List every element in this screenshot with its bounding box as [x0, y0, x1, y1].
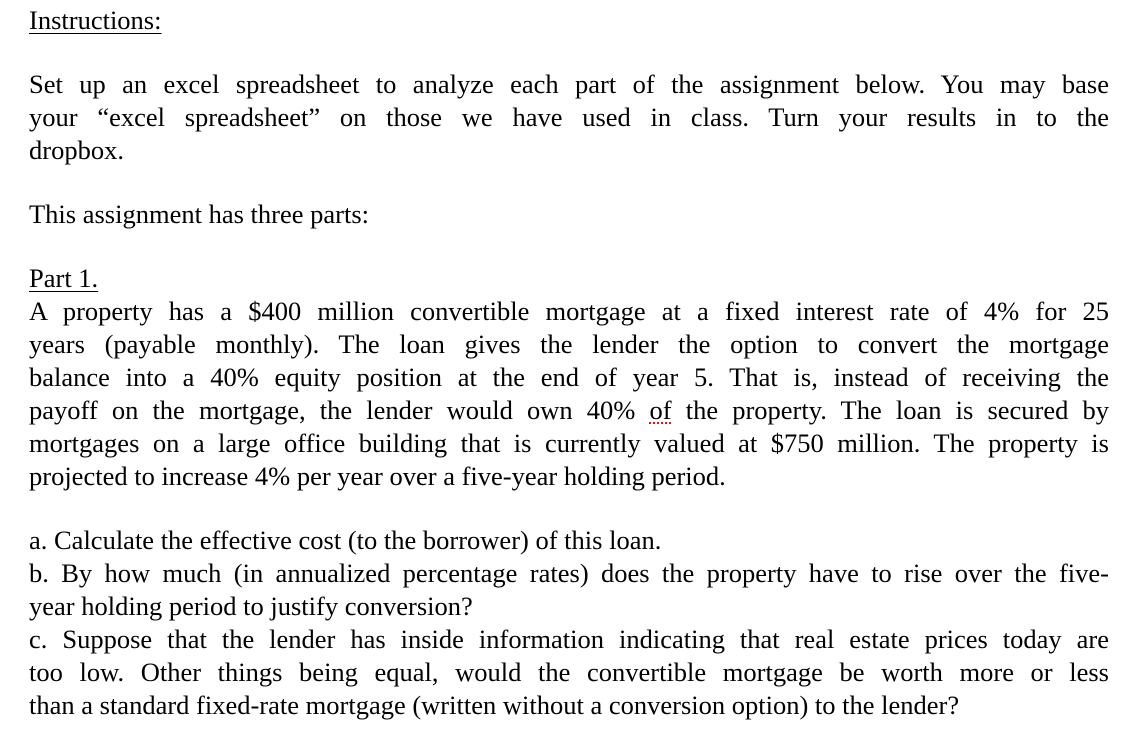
part1-line-3: balance into a 40% equity position at the end of year 5. That is, instead of receiving the	[29, 362, 1109, 392]
spellcheck-flagged-word[interactable]: of	[649, 395, 672, 425]
question-b-line-2: year holding period to justify conversion?	[29, 591, 473, 621]
part1-line-4-start: payoff on the mortgage, the lender would own 40%	[29, 395, 636, 425]
assignment-intro: This assignment has three parts:	[29, 199, 370, 229]
part1-line-5: mortgages on a large office building that is currently valued at $750 million. The property is	[29, 428, 1109, 458]
part1-line-4	[29, 394, 1109, 426]
question-c-line-3: than a standard fixed-rate mortgage (written without a conversion option) to the lender?	[29, 690, 960, 720]
instructions-line-1: Set up an excel spreadsheet to analyze each part of the assignment below. You may base	[29, 69, 1109, 99]
question-b-line-1: b. By how much (in annualized percentage rates) does the property have to rise over the five-	[29, 558, 1109, 588]
part1-line-6: projected to increase 4% per year over a five-year holding period.	[29, 461, 726, 491]
instructions-heading: Instructions:	[29, 5, 162, 35]
part1-line-2: years (payable monthly). The loan gives the lender the option to convert the mortgage	[29, 329, 1109, 359]
instructions-line-2: your “excel spreadsheet” on those we have used in class. Turn your results in to the	[29, 102, 1109, 132]
question-c-line-2: too low. Other things being equal, would the convertible mortgage be worth more or less	[29, 657, 1109, 687]
question-a: a. Calculate the effective cost (to the borrower) of this loan.	[29, 525, 662, 555]
part1-line-4-end: the property. The loan is secured by	[685, 395, 1110, 425]
question-c-line-1: c. Suppose that the lender has inside information indicating that real estate prices today are	[29, 624, 1109, 654]
part1-line-1: A property has a $400 million convertible mortgage at a fixed interest rate of 4% for 25	[29, 296, 1109, 326]
instructions-line-3: dropbox.	[29, 135, 124, 165]
part1-heading: Part 1.	[29, 263, 99, 293]
